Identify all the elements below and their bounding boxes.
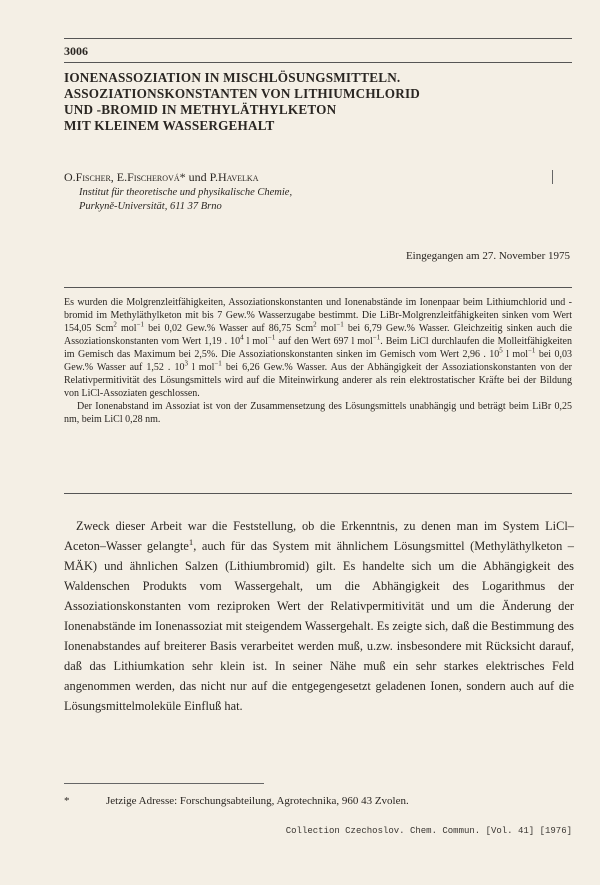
title-line-3: UND -BROMID IN METHYLÄTHYLKETON xyxy=(64,102,337,117)
body-text-part: , auch für das System mit ähnlichem Lösungsmittel (Methyläthylketon – MÄK) und ähnlichen Salzen (Lithiumbromid) gilt. Es handelte sich um die Abhängigkeit des Waldenschen Produkts vom Wassergehalt, um die Abhängigkeit des Logarithmus der Assoziationskonstanten vom reziproken Wert der Relativpermitivität und um die Änderung der Ionenabstände im Ionenassoziat mit steigendem Wassergehalt. Es zeigte sich, daß die Bestimmung des Ionenabstandes auf breiterer Basis verarbeitet werden muß, u.zw. insbesondere mit Rücksicht darauf, daß das Lithiumkation sehr klein ist. In seiner Nähe muß ein sehr starkes elektrisches Feld angenommen werden, das nicht nur auf die entgegengesetzt geladenen Ionen, sondern auch auf die Lösungsmittelmoleküle Einfluß hat. xyxy=(64,539,574,713)
abstract-exponent: 4 xyxy=(240,333,244,342)
abstract xyxy=(64,296,572,426)
abstract-text: l mol xyxy=(502,349,528,360)
abstract-exponent: 3 xyxy=(184,359,188,368)
abstract-text: . Beim LiCl durchlaufen die Molleitfähigkeiten im Gemisch das Maximum bei 2,5%. Die Assoziationskonstanten sinken im Gemisch vom Wert 2,96 . 10 xyxy=(64,336,572,360)
received-date: Eingegangen am 27. November 1975 xyxy=(405,250,570,262)
header-rule xyxy=(64,62,572,63)
abstract-text: mol xyxy=(316,323,337,334)
title-line-2: ASSOZIATIONSKONSTANTEN VON LITHIUMCHLORID xyxy=(64,86,421,101)
affiliation xyxy=(79,186,292,214)
journal-citation: Collection Czechoslov. Chem. Commun. [Vol. 41] [1976] xyxy=(285,826,572,836)
margin-mark xyxy=(552,170,553,184)
abstract-exponent: −1 xyxy=(136,320,145,329)
author-1-initial: O. xyxy=(64,170,76,184)
abstract-exponent: −1 xyxy=(372,333,381,342)
abstract-bottom-rule xyxy=(64,493,572,494)
affiliation-line-2: Purkyně-Universität, 611 37 Brno xyxy=(79,201,222,212)
author-2-name: Fischerová xyxy=(127,170,180,184)
body-text xyxy=(64,516,574,716)
abstract-text: Es wurden die Molgrenzleitfähigkeiten, Assoziationskonstanten und Ionenabstände im Ionenpaar beim Lithiumchlorid und -bromid im Methyläthylketon mit bis 7 Gew.% Wasserzugabe bestimmt. Die LiBr-Molgrenzleitfähigkeiten sinken vom Wert 154,05 Scm xyxy=(64,297,572,334)
title-line-4: MIT KLEINEM WASSERGEHALT xyxy=(64,118,275,133)
author-2-footnote-mark: * xyxy=(179,170,186,184)
body-text-part: Zweck dieser Arbeit war die Feststellung, ob die Erkenntnis, zu denen man im System LiCl–Aceton–Wasser gelangte xyxy=(64,519,574,553)
abstract-text: auf den Wert 697 l mol xyxy=(275,336,373,347)
abstract-exponent: 2 xyxy=(313,320,317,329)
author-list xyxy=(64,170,258,185)
abstract-exponent: −1 xyxy=(214,359,222,368)
body-paragraph xyxy=(64,516,574,716)
abstract-exponent: 5 xyxy=(499,346,503,355)
abstract-exponent: −1 xyxy=(267,333,276,342)
abstract-text: bei 6,79 Gew.% Wasser. Gleichzeitig sinken auch die Assoziationskonstanten vom Wert 1,19 . 10 xyxy=(64,323,573,347)
abstract-text: bei 0,03 Gew.% Wasser auf 1,52 . 10 xyxy=(64,349,572,373)
abstract-text: mol xyxy=(116,323,137,334)
abstract-exponent: −1 xyxy=(336,320,344,329)
abstract-exponent: 2 xyxy=(113,320,117,329)
article-title xyxy=(64,70,574,134)
abstract-text: bei 0,02 Gew.% Wasser auf 86,75 Scm xyxy=(144,323,314,334)
page-number: 3006 xyxy=(64,44,88,58)
top-rule xyxy=(64,38,572,39)
abstract-text: l mol xyxy=(243,336,268,347)
author-separator: , xyxy=(110,170,117,184)
title-line-1: IONENASSOZIATION IN MISCHLÖSUNGSMITTELN. xyxy=(64,70,401,85)
footnote xyxy=(64,795,409,807)
author-3-initial: P. xyxy=(209,170,218,184)
abstract-text: l mol xyxy=(187,362,215,373)
abstract-paragraph-1 xyxy=(64,296,572,400)
footnote-rule xyxy=(64,783,264,784)
footnote-mark: * xyxy=(64,795,70,807)
affiliation-line-1: Institut für theoretische und physikalische Chemie, xyxy=(79,187,293,198)
author-conjunction: und xyxy=(185,170,210,184)
abstract-top-rule xyxy=(64,287,572,288)
footnote-text: Jetzige Adresse: Forschungsabteilung, Agrotechnika, 960 43 Zvolen. xyxy=(106,795,409,807)
author-2-initial: E. xyxy=(116,170,128,184)
author-1-name: Fischer xyxy=(75,170,111,184)
abstract-exponent: −1 xyxy=(527,346,536,355)
reference-mark: 1 xyxy=(188,536,194,547)
abstract-paragraph-2: Der Ionenabstand im Assoziat ist von der Zusammensetzung des Lösungsmittels unabhängig und beträgt beim LiBr 0,25 nm, beim LiCl 0,28 nm. xyxy=(64,401,572,425)
abstract-text: bei 6,26 Gew.% Wasser. Aus der Abhängigkeit der Assoziationskonstanten von der Relativpermitivität des Lösungsmittels wird auf die Miteinwirkung anderer als rein elektrostatischer Kräfte bei der Bildung von LiCl-Assoziaten geschlossen. xyxy=(64,362,572,399)
author-3-name: Havelka xyxy=(217,170,259,184)
